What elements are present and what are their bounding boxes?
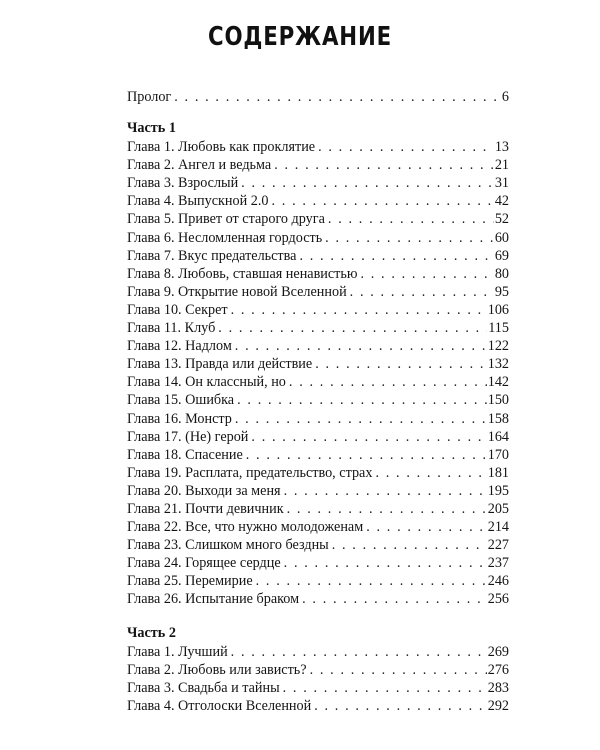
entry-label: Глава 23. Слишком много бездны [127, 537, 329, 554]
entry-label: Глава 6. Несломленная гордость [127, 229, 323, 246]
toc-entry[interactable] [127, 283, 509, 301]
entry-page-number: 292 [487, 697, 509, 714]
entry-label: Глава 11. Клуб [127, 320, 216, 337]
toc-entry-prologue[interactable] [127, 88, 509, 106]
part-1-chapters [127, 138, 509, 608]
entry-page-number: 237 [487, 555, 509, 572]
dot-leader [360, 265, 493, 283]
entry-label: Глава 5. Привет от старого друга [127, 211, 325, 228]
dot-leader [274, 156, 494, 174]
toc-entry[interactable] [127, 319, 509, 337]
toc-entry[interactable] [127, 229, 509, 247]
toc-entry[interactable] [127, 410, 509, 428]
dot-leader [174, 88, 501, 106]
part-spacer [127, 609, 509, 624]
toc-entry[interactable] [127, 337, 509, 355]
entry-label: Глава 2. Любовь или зависть? [127, 661, 307, 678]
entry-page-number: 256 [487, 591, 509, 608]
entry-label: Глава 4. Выпускной 2.0 [127, 193, 269, 210]
dot-leader [237, 391, 487, 409]
entry-page-number: 122 [487, 338, 509, 355]
entry-label: Глава 21. Почти девичник [127, 500, 284, 517]
dot-leader [246, 446, 487, 464]
entry-page-number: 69 [494, 247, 509, 264]
entry-page-number: 13 [494, 139, 509, 156]
toc-entry[interactable] [127, 428, 509, 446]
entry-page-number: 246 [487, 573, 509, 590]
dot-leader [235, 410, 487, 428]
toc-entry[interactable] [127, 464, 509, 482]
entry-label: Глава 15. Ошибка [127, 392, 235, 409]
entry-page-number: 95 [494, 283, 509, 300]
dot-leader [299, 247, 493, 265]
dot-leader [231, 301, 487, 319]
entry-label: Глава 18. Спасение [127, 446, 243, 463]
dot-leader [366, 518, 487, 536]
dot-leader [272, 192, 494, 210]
entry-page-number: 269 [487, 643, 509, 660]
entry-page-number: 170 [487, 446, 509, 463]
dot-leader [256, 572, 487, 590]
entry-label: Глава 7. Вкус предательства [127, 247, 297, 264]
entry-label: Глава 19. Расплата, предательство, страх [127, 464, 373, 481]
toc-entry[interactable] [127, 301, 509, 319]
part-2-heading: Часть 2 [127, 624, 176, 641]
entry-page-number: 181 [487, 464, 509, 481]
entry-page-number: 106 [487, 301, 509, 318]
dot-leader [283, 679, 487, 697]
toc-entry[interactable] [127, 391, 509, 409]
entry-page-number: 52 [494, 211, 509, 228]
entry-page-number: 60 [494, 229, 509, 246]
dot-leader [350, 283, 494, 301]
entry-page-number: 31 [494, 175, 509, 192]
toc-entry[interactable] [127, 373, 509, 391]
entry-label: Глава 25. Перемирие [127, 573, 253, 590]
entry-label: Глава 8. Любовь, ставшая ненавистью [127, 265, 358, 282]
toc-entry[interactable] [127, 572, 509, 590]
dot-leader [218, 319, 487, 337]
entry-page-number: 164 [487, 428, 509, 445]
entry-page-number: 283 [487, 679, 509, 696]
toc-entry[interactable] [127, 536, 509, 554]
entry-label: Глава 1. Любовь как проклятие [127, 139, 316, 156]
entry-page-number: 42 [494, 193, 509, 210]
dot-leader [375, 464, 486, 482]
dot-leader [231, 643, 487, 661]
entry-label: Глава 1. Лучший [127, 643, 228, 660]
entry-label: Глава 22. Все, что нужно молодоженам [127, 519, 364, 536]
entry-label: Глава 10. Секрет [127, 301, 228, 318]
entry-label: Глава 17. (Не) герой [127, 428, 249, 445]
entry-page-number: 276 [487, 661, 509, 678]
toc-entry[interactable] [127, 661, 509, 679]
toc-entry[interactable] [127, 554, 509, 572]
entry-label: Глава 12. Надлом [127, 338, 232, 355]
entry-page-number: 6 [501, 89, 509, 105]
dot-leader [318, 138, 494, 156]
entry-label: Глава 4. Отголоски Вселенной [127, 697, 312, 714]
dot-leader [251, 428, 486, 446]
dot-leader [284, 554, 487, 572]
entry-page-number: 214 [487, 519, 509, 536]
toc-entry[interactable] [127, 518, 509, 536]
entry-label: Глава 14. Он классный, но [127, 374, 286, 391]
toc-entry[interactable] [127, 138, 509, 156]
dot-leader [287, 500, 487, 518]
entry-page-number: 80 [494, 265, 509, 282]
entry-label: Пролог [127, 89, 172, 105]
entry-label: Глава 16. Монстр [127, 410, 232, 427]
toc-entry[interactable] [127, 679, 509, 697]
toc-entry[interactable] [127, 355, 509, 373]
toc-entry[interactable] [127, 174, 509, 192]
dot-leader [289, 373, 487, 391]
dot-leader [328, 210, 494, 228]
part-2-chapters [127, 643, 509, 715]
dot-leader [314, 697, 487, 715]
toc-entry[interactable] [127, 482, 509, 500]
toc-entry[interactable] [127, 446, 509, 464]
toc-entry[interactable] [127, 590, 509, 608]
entry-label: Глава 24. Горящее сердце [127, 555, 281, 572]
entry-page-number: 195 [487, 482, 509, 499]
entry-label: Глава 26. Испытание браком [127, 591, 300, 608]
part-1-heading: Часть 1 [127, 120, 176, 137]
entry-page-number: 142 [487, 374, 509, 391]
entry-label: Глава 3. Свадьба и тайны [127, 679, 280, 696]
toc-entry[interactable] [127, 247, 509, 265]
entry-page-number: 205 [487, 500, 509, 517]
dot-leader [284, 482, 487, 500]
entry-label: Глава 2. Ангел и ведьма [127, 157, 272, 174]
toc-entry[interactable] [127, 500, 509, 518]
entry-label: Глава 20. Выходи за меня [127, 482, 281, 499]
dot-leader [315, 355, 487, 373]
entry-page-number: 158 [487, 410, 509, 427]
toc-entry[interactable] [127, 192, 509, 210]
entry-page-number: 227 [487, 537, 509, 554]
dot-leader [302, 590, 487, 608]
toc-entry[interactable] [127, 265, 509, 283]
entry-page-number: 21 [494, 157, 509, 174]
entry-label: Глава 13. Правда или действие [127, 356, 313, 373]
dot-leader [235, 337, 487, 355]
entry-page-number: 115 [488, 320, 509, 337]
entry-label: Глава 3. Взрослый [127, 175, 239, 192]
entry-page-number: 132 [487, 356, 509, 373]
dot-leader [310, 661, 487, 679]
dot-leader [241, 174, 494, 192]
toc-entry[interactable] [127, 697, 509, 715]
page-title: СОДЕРЖАНИЕ [207, 22, 392, 52]
toc-entry[interactable] [127, 156, 509, 174]
dot-leader [332, 536, 487, 554]
entry-page-number: 150 [487, 392, 509, 409]
dot-leader [325, 229, 494, 247]
toc-entry[interactable] [127, 210, 509, 228]
toc-entry[interactable] [127, 643, 509, 661]
entry-label: Глава 9. Открытие новой Вселенной [127, 283, 347, 300]
table-of-contents [127, 88, 509, 715]
